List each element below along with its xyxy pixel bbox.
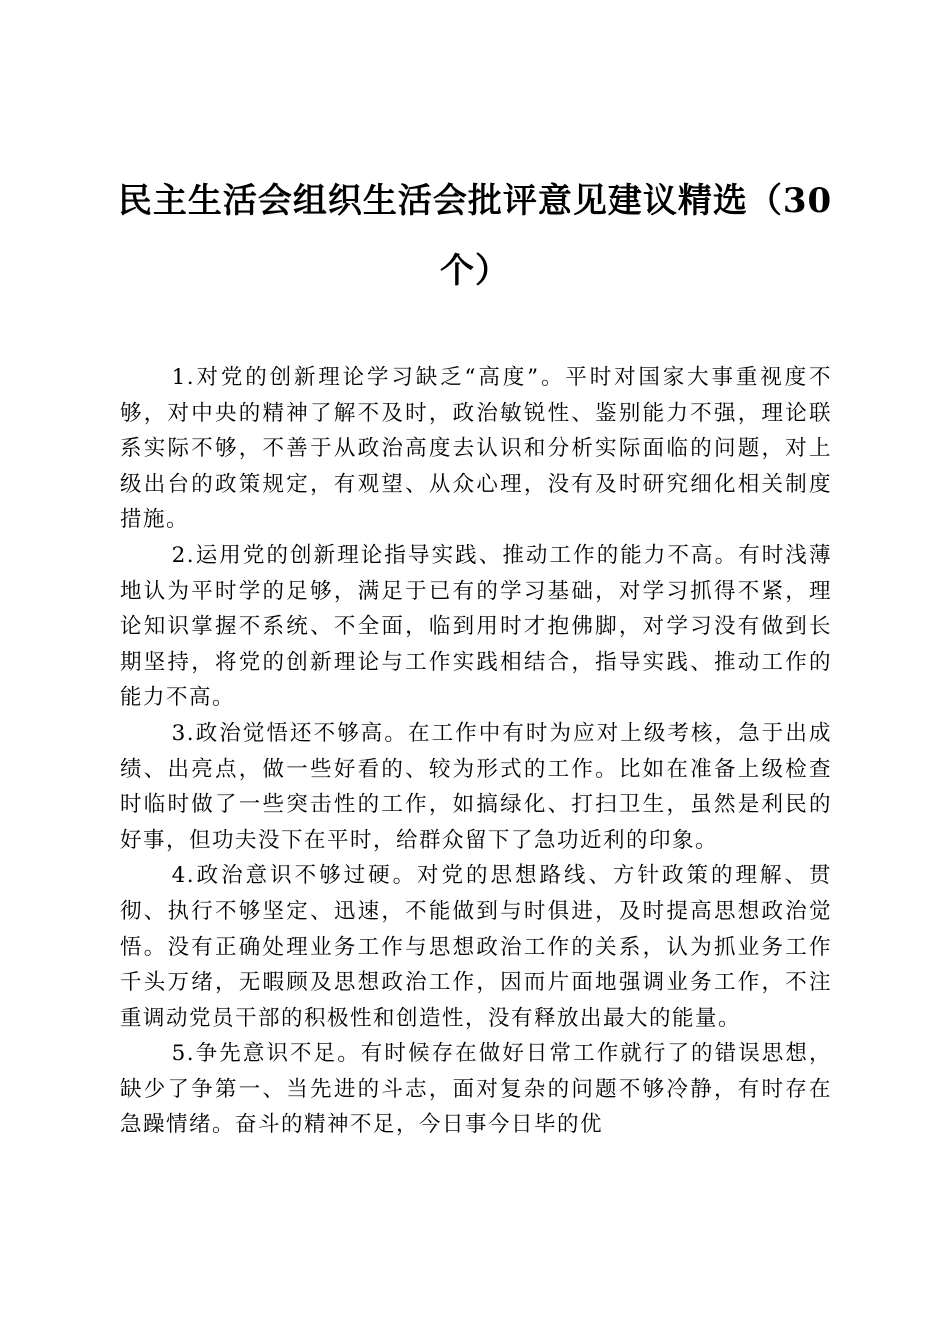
paragraph-3: 3.政治觉悟还不够高。在工作中有时为应对上级考核，急于出成绩、出亮点，做一些好看的、较为形式的工作。比如在准备上级检查时临时做了一些突击性的工作，如搞绿化、打扫卫生，虽然是利民的好事，但功夫没下在平时，给群众留下了急功近利的印象。 [120, 720, 832, 853]
paragraph-5: 5.争先意识不足。有时候存在做好日常工作就行了的错误思想，缺少了争第一、当先进的斗志，面对复杂的问题不够冷静，有时存在急躁情绪。奋斗的精神不足，今日事今日毕的优 [120, 1041, 832, 1138]
document-body [120, 360, 832, 1143]
paragraph-1: 1.对党的创新理论学习缺乏“高度”。平时对国家大事重视度不够，对中央的精神了解不及时，政治敏锐性、鉴别能力不强，理论联系实际不够，不善于从政治高度去认识和分析实际面临的问题，对上级出台的政策规定，有观望、从众心理，没有及时研究细化相关制度措施。 [120, 365, 832, 533]
document-title: 民主生活会组织生活会批评意见建议精选（30个） [117, 181, 833, 291]
paragraph-2: 2.运用党的创新理论指导实践、推动工作的能力不高。有时浅薄地认为平时学的足够，满足于已有的学习基础，对学习抓得不紧，理论知识掌握不系统、不全面，临到用时才抱佛脚，对学习没有做到长期坚持，将党的创新理论与工作实践相结合，指导实践、推动工作的能力不高。 [120, 542, 832, 711]
paragraph-4: 4.政治意识不够过硬。对党的思想路线、方针政策的理解、贯彻、执行不够坚定、迅速，不能做到与时俱进，及时提高思想政治觉悟。没有正确处理业务工作与思想政治工作的关系，认为抓业务工作千头万绪，无暇顾及思想政治工作，因而片面地强调业务工作，不注重调动党员干部的积极性和创造性，没有释放出最大的能量。 [120, 863, 832, 1031]
